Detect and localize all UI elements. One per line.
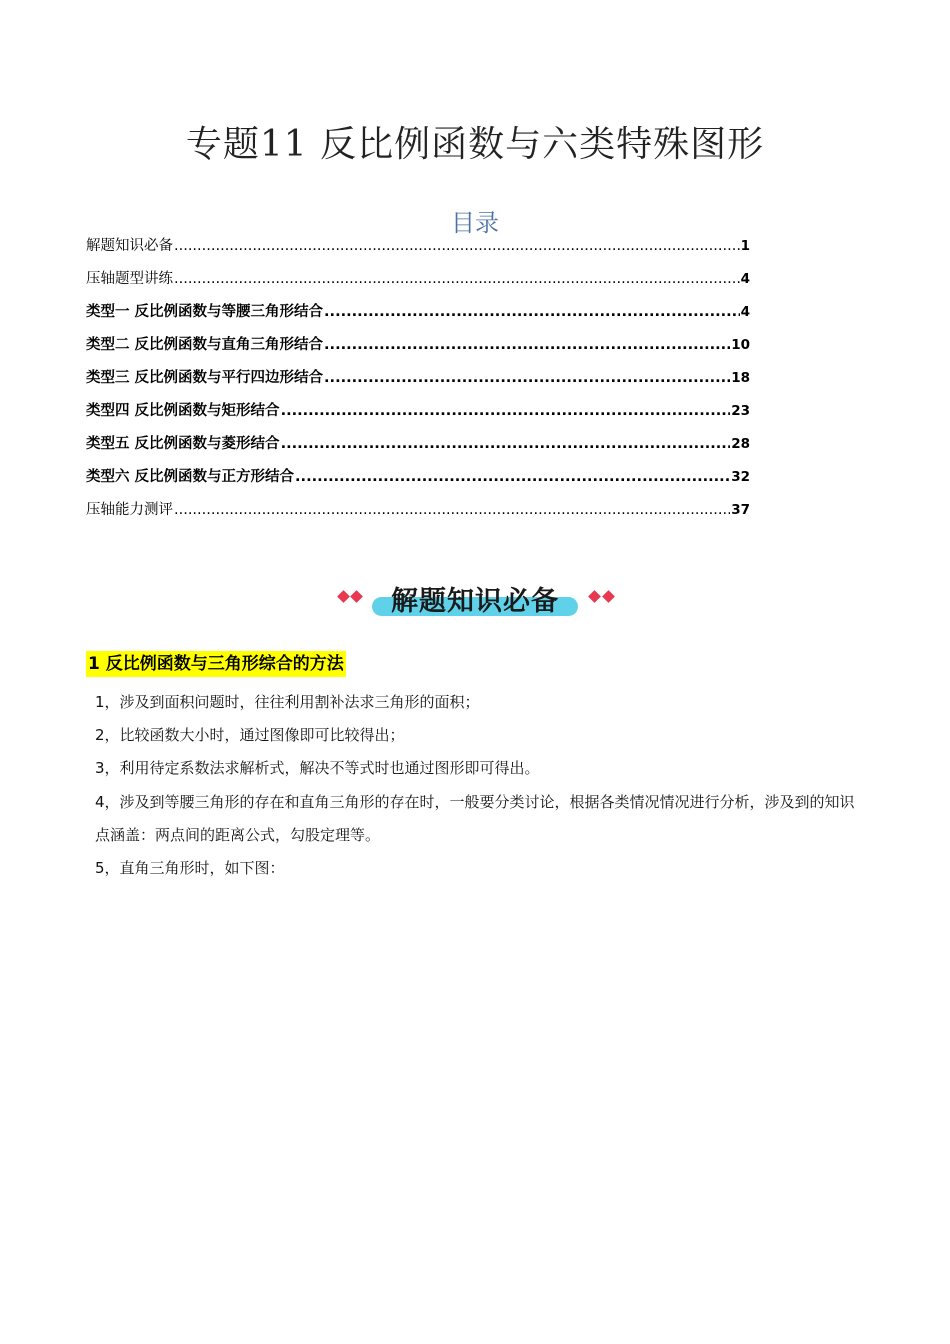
toc-entry-label: 类型三 反比例函数与平行四边形结合 — [86, 370, 324, 386]
toc-entry-page: 1 — [740, 238, 750, 254]
toc-entry-label: 类型二 反比例函数与直角三角形结合 — [86, 337, 324, 353]
toc-entry-page: 18 — [731, 370, 750, 386]
toc-entry-page: 23 — [731, 403, 750, 419]
toc-entry-label: 类型六 反比例函数与正方形结合 — [86, 469, 295, 485]
toc-entry[interactable] — [86, 500, 750, 533]
toc-leader-dots — [281, 434, 731, 454]
toc-entry[interactable] — [86, 467, 750, 500]
toc-leader-dots — [295, 467, 730, 487]
toc-leader-dots — [174, 269, 740, 289]
toc-leader-dots — [324, 302, 740, 322]
toc-entry[interactable] — [86, 335, 750, 368]
toc-leader-dots — [324, 335, 730, 355]
method-point: 3，利用待定系数法求解析式，解决不等式时也通过图形即可得出。 — [95, 759, 540, 777]
document-title: 专题11 反比例函数与六类特殊图形 — [185, 124, 765, 165]
toc-entry[interactable] — [86, 236, 750, 269]
section-heading: 1 反比例函数与三角形综合的方法 — [86, 651, 346, 677]
diamond-icon — [350, 590, 363, 603]
diamond-icon — [588, 590, 601, 603]
toc-entry-label: 压轴题型讲练 — [86, 271, 173, 287]
toc-entry-page: 10 — [731, 337, 750, 353]
toc-entry-page: 37 — [731, 502, 750, 518]
toc-entry-label: 类型一 反比例函数与等腰三角形结合 — [86, 304, 324, 320]
toc-entry-label: 解题知识必备 — [86, 238, 173, 254]
method-point: 4，涉及到等腰三角形的存在和直角三角形的存在时，一般要分类讨论，根据各类情况情况进行分析，涉及到的知识点涵盖：两点间的距离公式，勾股定理等。 — [95, 793, 855, 844]
toc-entry[interactable] — [86, 368, 750, 401]
toc-leader-dots — [174, 236, 740, 256]
toc-entry[interactable] — [86, 401, 750, 434]
toc-entry-page: 32 — [731, 469, 750, 485]
method-point: 1，涉及到面积问题时，往往利用割补法求三角形的面积； — [95, 693, 480, 711]
toc-heading: 目录 — [451, 209, 499, 237]
toc-entry-label: 类型五 反比例函数与菱形结合 — [86, 436, 280, 452]
toc-entry-page: 28 — [731, 436, 750, 452]
toc-entry-page: 4 — [740, 304, 750, 320]
toc-leader-dots — [281, 401, 731, 421]
diamond-icon — [337, 590, 350, 603]
section-banner — [334, 577, 620, 621]
toc-entry[interactable] — [86, 434, 750, 467]
toc-entry[interactable] — [86, 269, 750, 302]
toc-leader-dots — [174, 500, 730, 520]
method-point: 5，直角三角形时，如下图： — [95, 859, 285, 877]
toc-leader-dots — [324, 368, 730, 388]
method-point: 2，比较函数大小时，通过图像即可比较得出； — [95, 726, 405, 744]
table-of-contents — [86, 236, 750, 533]
toc-entry-label: 类型四 反比例函数与矩形结合 — [86, 403, 280, 419]
toc-entry[interactable] — [86, 302, 750, 335]
toc-entry-page: 4 — [740, 271, 750, 287]
banner-title: 解题知识必备 — [391, 586, 559, 617]
diamond-icon — [602, 590, 615, 603]
toc-entry-label: 压轴能力测评 — [86, 502, 173, 518]
